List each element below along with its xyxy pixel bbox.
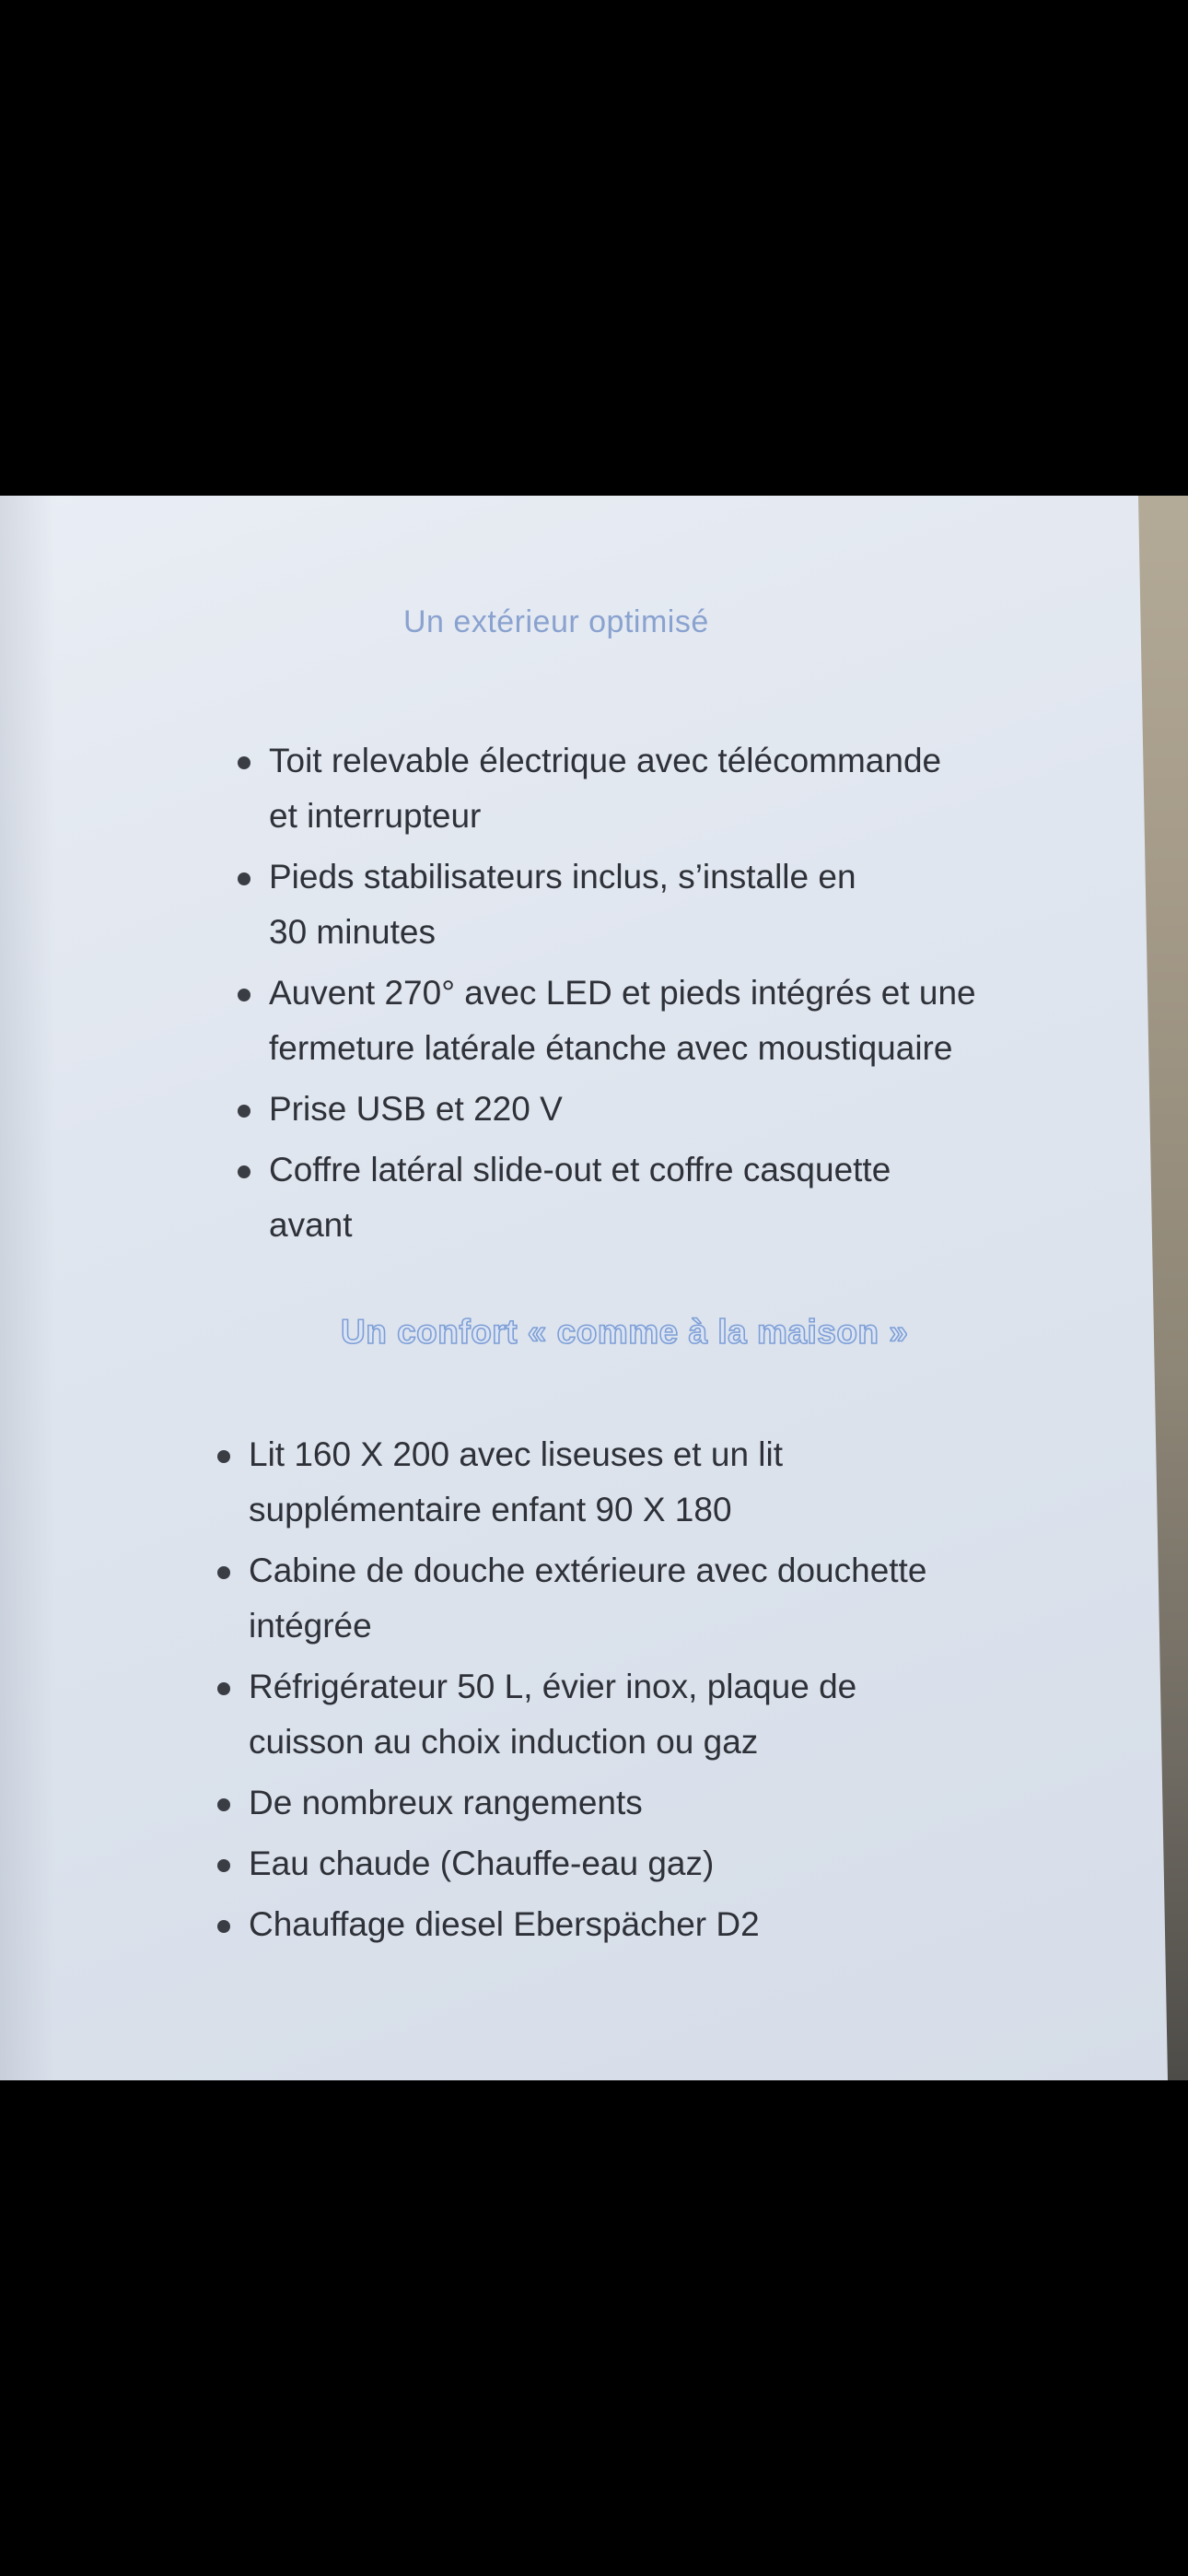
bottom-black-band xyxy=(0,2080,1188,2576)
list-item xyxy=(217,1427,1046,1538)
bullet-icon xyxy=(217,1566,230,1579)
section-heading-comfort: Un confort « comme à la maison » xyxy=(341,1313,909,1351)
list-item-line: De nombreux rangements xyxy=(249,1784,643,1821)
exterior-feature-list xyxy=(238,733,1066,1259)
list-item xyxy=(238,1142,1066,1253)
list-item-line: intégrée xyxy=(249,1607,372,1645)
list-item xyxy=(238,849,1066,960)
list-item-line: cuisson au choix induction ou gaz xyxy=(249,1723,759,1761)
paper-edge-shadow xyxy=(0,496,55,2080)
list-item-line: Chauffage diesel Eberspächer D2 xyxy=(249,1905,760,1943)
list-item-line: Toit relevable électrique avec télécommande xyxy=(269,742,942,779)
bullet-icon xyxy=(238,872,250,885)
list-item xyxy=(238,966,1066,1076)
comfort-feature-list xyxy=(217,1427,1046,1958)
list-item xyxy=(217,1543,1046,1654)
list-item-line: Cabine de douche extérieure avec douchette xyxy=(249,1551,927,1589)
list-item-line: Réfrigérateur 50 L, évier inox, plaque de xyxy=(249,1668,857,1705)
list-item-line: Coffre latéral slide-out et coffre casquette xyxy=(269,1151,891,1188)
list-item xyxy=(238,1082,1066,1137)
bullet-icon xyxy=(238,756,250,769)
top-black-band xyxy=(0,0,1188,496)
list-item-line: Prise USB et 220 V xyxy=(269,1090,563,1128)
bullet-icon xyxy=(217,1920,230,1933)
section-heading-exterior: Un extérieur optimisé xyxy=(403,604,709,639)
bullet-icon xyxy=(217,1450,230,1463)
bullet-icon xyxy=(217,1798,230,1811)
bullet-icon xyxy=(238,1105,250,1118)
bullet-icon xyxy=(238,1165,250,1178)
list-item-line: et interrupteur xyxy=(269,797,482,835)
list-item-line: Pieds stabilisateurs inclus, s’installe en xyxy=(269,858,856,896)
list-item-line: avant xyxy=(269,1206,353,1244)
list-item-line: Auvent 270° avec LED et pieds intégrés et une xyxy=(269,974,976,1012)
list-item-line: supplémentaire enfant 90 X 180 xyxy=(249,1491,732,1528)
list-item-line: Eau chaude (Chauffe-eau gaz) xyxy=(249,1844,715,1882)
list-item-line: 30 minutes xyxy=(269,913,436,951)
list-item xyxy=(217,1836,1046,1891)
bullet-icon xyxy=(217,1859,230,1872)
list-item xyxy=(238,733,1066,844)
list-item-line: Lit 160 X 200 avec liseuses et un lit xyxy=(249,1435,784,1473)
list-item-line: fermeture latérale étanche avec moustiquaire xyxy=(269,1029,953,1067)
list-item xyxy=(217,1897,1046,1952)
bullet-icon xyxy=(238,989,250,1001)
list-item xyxy=(217,1775,1046,1831)
bullet-icon xyxy=(217,1682,230,1695)
list-item xyxy=(217,1659,1046,1770)
